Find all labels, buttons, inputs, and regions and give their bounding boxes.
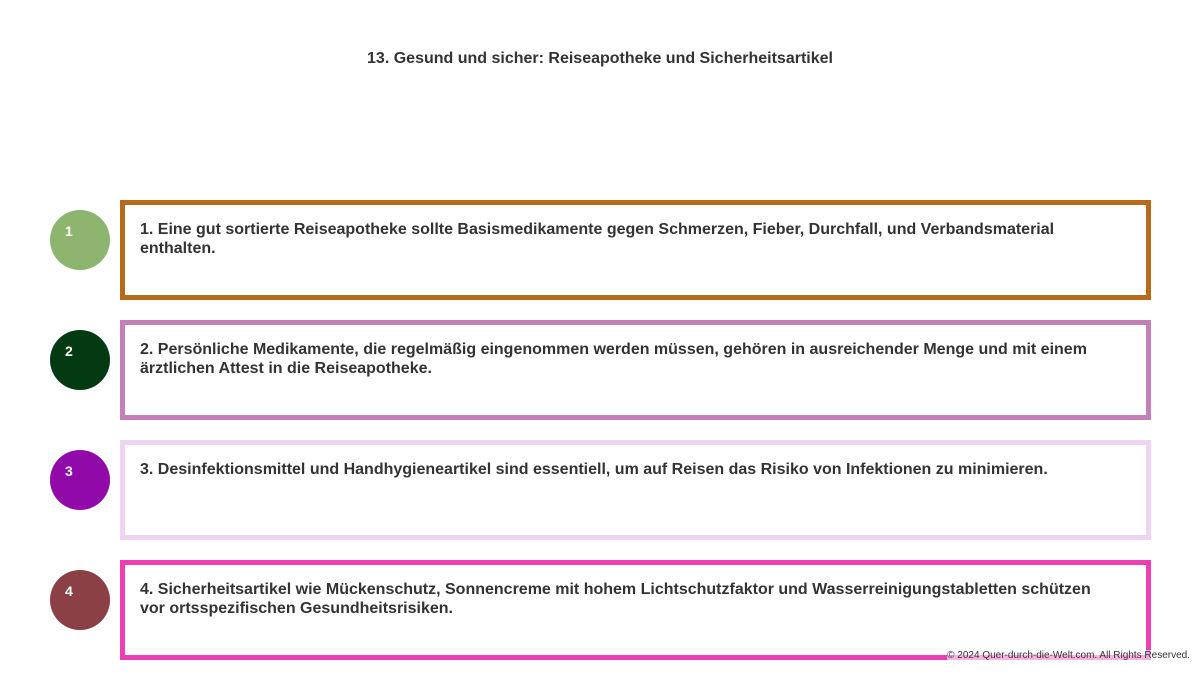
list-item <box>0 200 1200 300</box>
item-number: 3 <box>65 463 73 479</box>
text-box <box>120 560 1151 660</box>
item-number: 2 <box>65 343 73 359</box>
text-box <box>120 200 1151 300</box>
text-box <box>120 320 1151 420</box>
text-box <box>120 440 1151 540</box>
list-item <box>0 320 1200 420</box>
list-item <box>0 440 1200 540</box>
item-text: 2. Persönliche Medikamente, die regelmäßig eingenommen werden müssen, gehören in ausreichender Menge und mit einem ärztlichen Attest in die Reiseapotheke. <box>140 341 1087 377</box>
item-number: 1 <box>65 223 73 239</box>
list-item <box>0 560 1200 660</box>
item-text: 3. Desinfektionsmittel und Handhygieneartikel sind essentiell, um auf Reisen das Risiko von Infektionen zu minimieren. <box>140 461 1048 478</box>
page-title: 13. Gesund und sicher: Reiseapotheke und Sicherheitsartikel <box>367 50 833 67</box>
number-circle <box>50 450 110 510</box>
item-text: 4. Sicherheitsartikel wie Mückenschutz, Sonnencreme mit hohem Lichtschutzfaktor und Wasserreinigungstabletten schützen vor ortsspezifischen Gesundheitsrisiken. <box>140 581 1091 617</box>
copyright-footer: © 2024 Quer-durch-die-Welt.com. All Rights Reserved. <box>947 650 1190 661</box>
number-circle <box>50 570 110 630</box>
item-number: 4 <box>65 583 73 599</box>
item-text: 1. Eine gut sortierte Reiseapotheke sollte Basismedikamente gegen Schmerzen, Fieber, Durchfall, und Verbandsmaterial enthalten. <box>140 221 1055 257</box>
number-circle <box>50 210 110 270</box>
number-circle <box>50 330 110 390</box>
